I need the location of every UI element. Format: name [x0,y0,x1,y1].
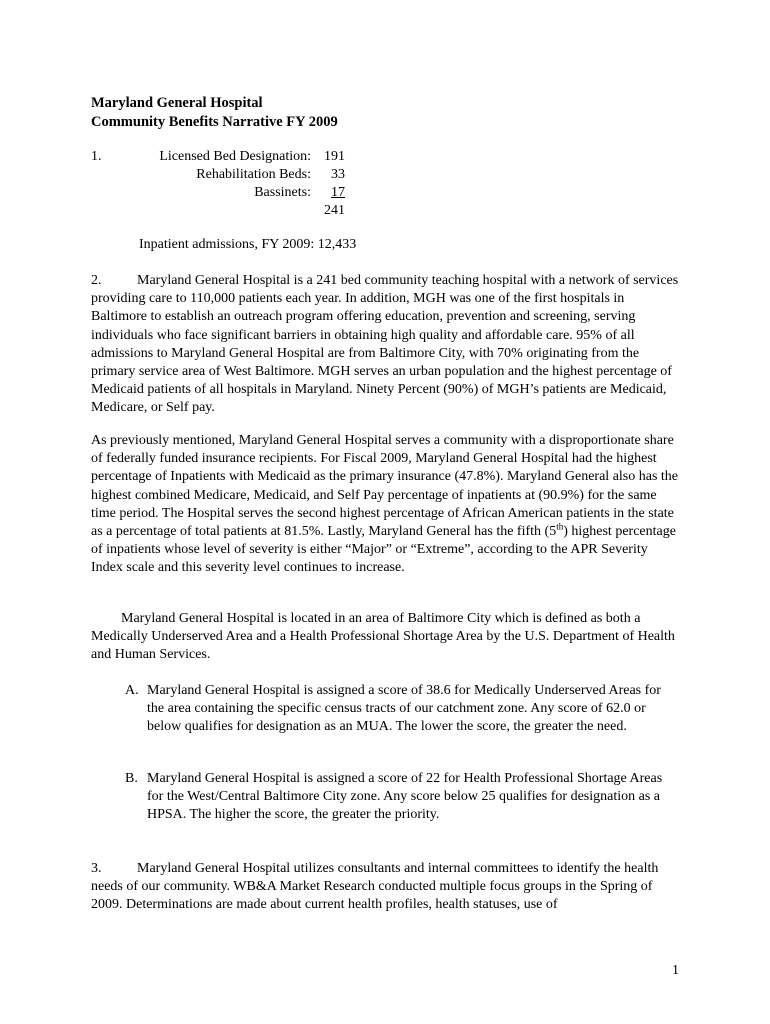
section-2-paragraph-2 [91,432,681,578]
bed-label-licensed: Licensed Bed Designation: [159,149,311,164]
bed-row-rehabilitation [91,166,391,184]
document-title [91,94,338,132]
bed-label-bassinets: Bassinets: [254,185,311,200]
title-line-1: Maryland General Hospital [91,95,263,111]
section-1-number: 1. [91,149,102,164]
section-3-number: 3. [91,861,102,876]
list-text-b: Maryland General Hospital is assigned a score of 22 for Health Professional Shortage Areas for the West/Central Baltimore City zone. Any score below 25 qualifies for designation as a HPSA. The higher the score, the greater the priority. [147,771,663,823]
title-line-2: Community Benefits Narrative FY 2009 [91,114,338,130]
list-text-a: Maryland General Hospital is assigned a score of 38.6 for Medically Underserved Areas for the area containing the specific census tracts of our catchment zone. Any score of 62.0 or below qualifies for designation as an MUA. The lower the score, the greater the need. [147,683,661,735]
bed-value-licensed: 191 [324,149,345,164]
bed-total: 241 [324,203,345,218]
section-2-text-1: Maryland General Hospital is a 241 bed community teaching hospital with a network of services providing care to 110,000 patients each year. In addition, MGH was one of the first hospitals in Baltimore to establish an outreach program offering education, prevention and screening, serving individuals who face significant barriers in obtaining high quality and affordable care. 95% of all admissions to Maryland General Hospital are from Baltimore City, with 70% originating from the primary service area of West Baltimore. MGH serves an urban population and the highest percentage of Medicaid patients of all hospitals in Maryland. Ninety Percent (90%) of MGH’s patients are Medicaid, Medicare, or Self pay. [91,273,679,416]
section-3-text: Maryland General Hospital utilizes consultants and internal committees to identify the health needs of our community. WB&A Market Research conducted multiple focus groups in the Spring of 2009. Determinations are made about current health profiles, health statuses, use of [91,861,659,913]
list-marker-a: A. [125,683,139,698]
list-marker-b: B. [125,771,138,786]
inpatient-admissions: Inpatient admissions, FY 2009: 12,433 [139,237,357,252]
section-2-number: 2. [91,273,102,288]
superscript-th: th [556,521,564,532]
list-item-a [125,682,665,737]
bed-value-bassinets: 17 [331,185,345,200]
section-2-text-2a: As previously mentioned, Maryland General Hospital serves a community with a disproportionate share of federally funded insurance recipients. For Fiscal 2009, Maryland General Hospital had the highest percentage of Inpatients with Medicaid as the primary insurance (47.8%). Maryland General also has the highest combined Medicare, Medicaid, and Self Pay percentage of inpatients at (90.9%) for the same time period. The Hospital serves the second highest percentage of African American patients in the state as a percentage of total patients at 81.5%. Lastly, Maryland General has the fifth (5 [91,433,679,540]
list-item-b [125,770,665,825]
bed-row-total [91,202,391,220]
bed-row-licensed [91,148,391,166]
section-2-paragraph-3: Maryland General Hospital is located in an area of Baltimore City which is defined as both a Medically Underserved Area and a Health Professional Shortage Area by the U.S. Department of Health and Human Services. [91,611,675,663]
bed-row-bassinets [91,184,391,202]
page-number: 1 [672,963,679,978]
section-2-paragraph-1 [91,272,681,418]
section-2-text-2b: ) highest percentage of inpatients whose level of severity is either “Major” or “Extreme”, according to the APR Severity Index scale and this severity level continues to increase. [91,524,676,576]
bed-label-rehabilitation: Rehabilitation Beds: [196,167,311,182]
bed-value-rehabilitation: 33 [331,167,345,182]
section-3-paragraph [91,860,681,915]
